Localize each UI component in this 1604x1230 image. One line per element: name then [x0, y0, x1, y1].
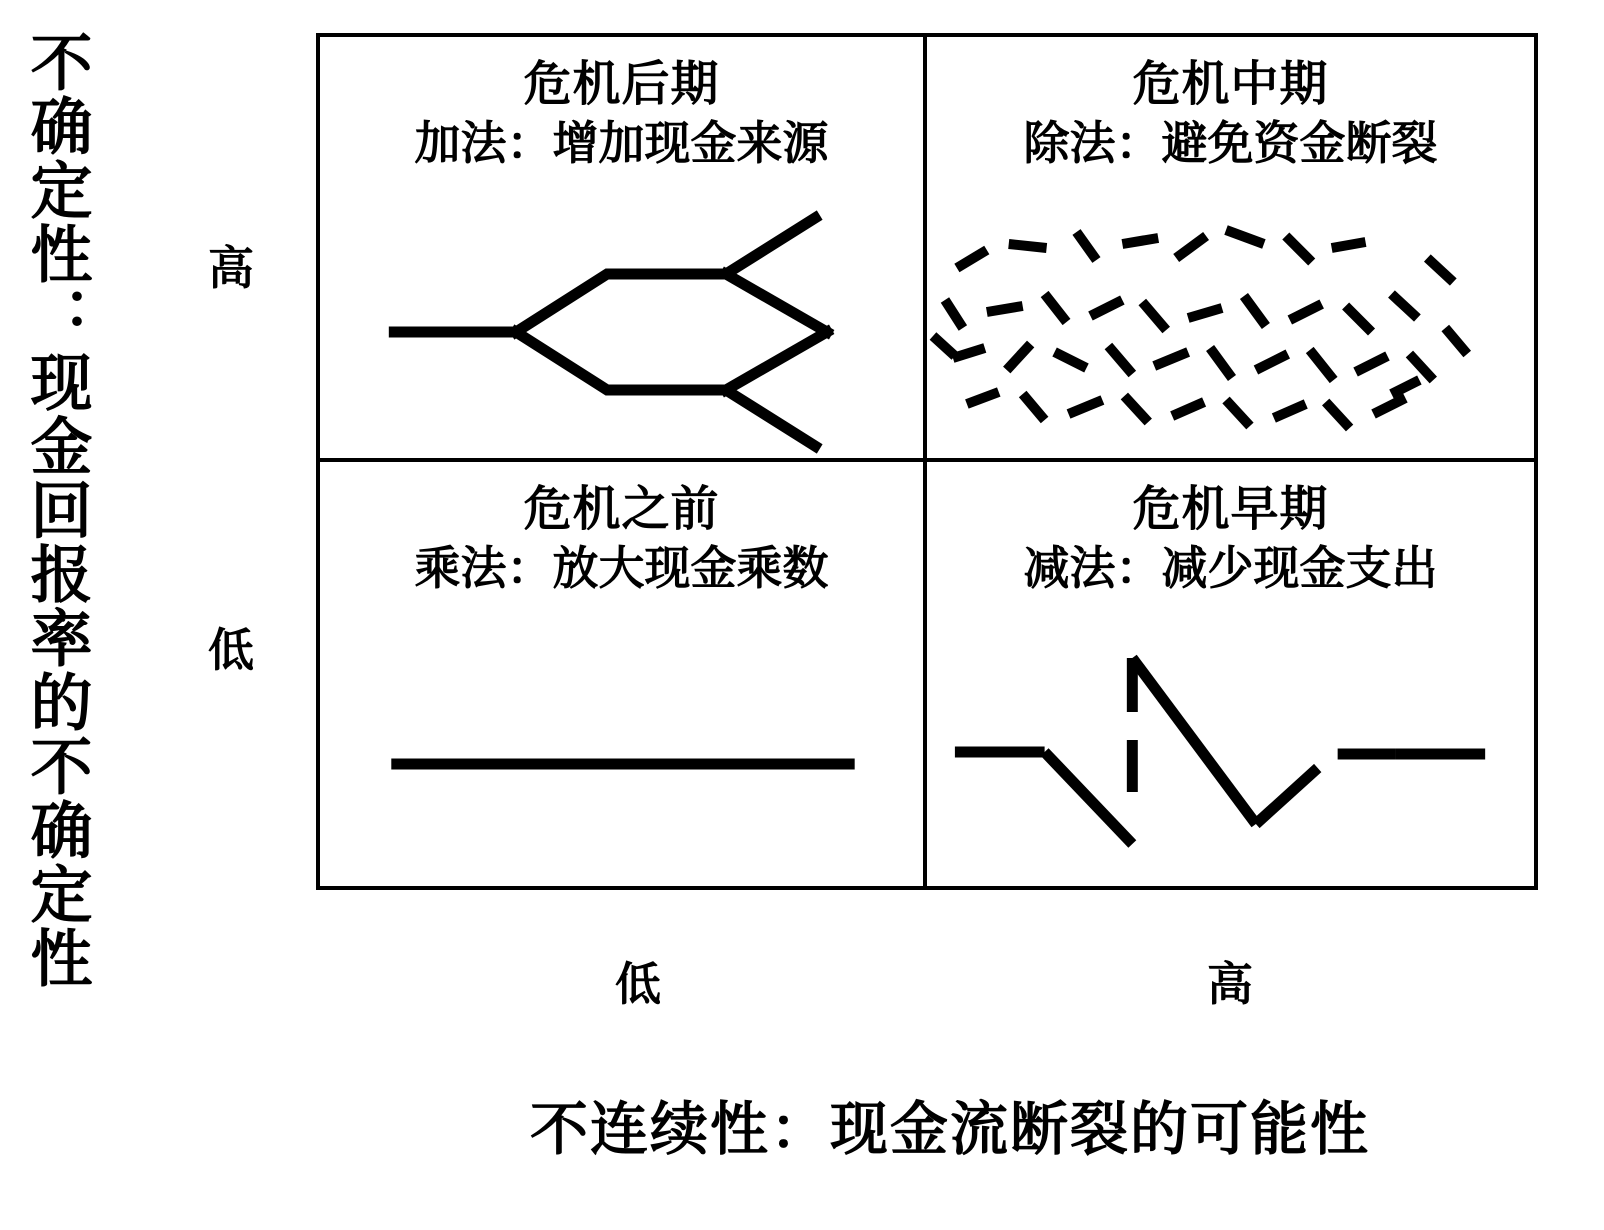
quadrant-top-left [320, 37, 927, 462]
x-axis-tick-high: 高 [1207, 957, 1253, 1011]
quadrant-title: 危机早期 [1132, 480, 1329, 537]
quadrant-subtitle: 乘法：放大现金乘数 [414, 540, 829, 595]
scattered-dashes-icon [927, 208, 1534, 458]
quadrant-title: 危机后期 [523, 56, 720, 112]
branching-lines-icon [320, 208, 923, 458]
quadrant-title: 危机中期 [1132, 56, 1329, 112]
zigzag-break-line-icon [927, 636, 1534, 886]
quadrant-bottom-right [927, 462, 1534, 887]
y-axis-title-label: 不确定性：现金回报率的不确定性 [20, 30, 93, 990]
quadrant-subtitle: 除法：避免资金断裂 [1023, 116, 1438, 171]
flat-line-icon [320, 636, 923, 886]
quadrant-subtitle: 加法：增加现金来源 [414, 116, 829, 171]
x-axis-title: 不连续性：现金流断裂的可能性 [529, 1095, 1370, 1163]
x-axis-tick-low: 低 [615, 957, 661, 1011]
quadrant-matrix [316, 33, 1538, 890]
quadrant-subtitle: 减法：减少现金支出 [1023, 540, 1438, 595]
quadrant-top-right [927, 37, 1534, 462]
y-axis-tick-low: 低 [208, 623, 254, 677]
quadrant-title: 危机之前 [523, 480, 720, 537]
quadrant-bottom-left [320, 462, 927, 887]
y-axis-title [8, 30, 104, 1030]
y-axis-tick-high: 高 [208, 241, 254, 295]
